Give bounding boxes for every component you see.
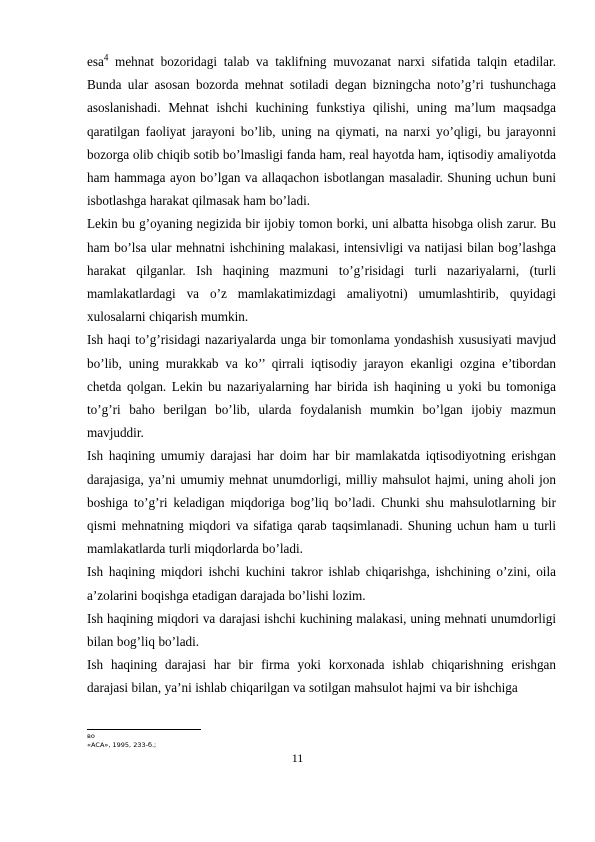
paragraph-1-lead: esa	[87, 54, 104, 69]
paragraph-1-text: mehnat bozoridagi talab va taklifning muvozanat narxi sifatida talqin etadilar. Bunda ular asosan bozorda mehnat sotiladi degan bizningcha noto’g’ri tushunchaga asoslanishadi. Mehnat ishchi kuchining funkstiya qilishi, uning ma’lum maqsadga qaratilgan faoliyat jarayoni bo’lib, uning na qiymati, na narxi yo’qligi, bu jarayonni bozorga olib chiqib sotib bo’lmasligi fanda ham, real hayotda ham, iqtisodiy amaliyotda ham hammaga ayon bo’lgan va allaqachon isbotlangan masaladir. Shuning uchun buni isbotlashga harakat qilmasak ham bo’ladi.	[87, 54, 556, 209]
paragraph-7: Ish haqining darajasi har bir firma yoki korxonada ishlab chiqarishning erishgan darajasi bilan, ya’ni ishlab chiqarilgan va sotilgan mahsulot hajmi va bir ishchiga	[87, 657, 556, 696]
paragraph-2: Lekin bu g’oyaning negizida bir ijobiy tomon borki, uni albatta hisobga olish zarur. Bu ham bo’lsa ular mehnatni ishchining malakasi, intensivligi va natijasi bilan bog’lashga harakat qilganlar. Ish haqining mazmuni to’g’risidagi turli nazariyalarni, (turli mamlakatlardagi va o’z mamlakatimizdagi amaliyotni) umumlashtirib, quyidagi xulosalarni chiqarish mumkin.	[87, 216, 556, 325]
page-body	[87, 50, 556, 700]
paragraph-6: Ish haqining miqdori va darajasi ishchi kuchining malakasi, uning mehnati unumdorligi bilan bog’liq bo’ladi.	[87, 610, 556, 650]
page-number: 11	[291, 751, 304, 765]
paragraph-3: Ish haqi to’g’risidagi nazariyalarda unga bir tomonlama yondashish xususiyati mavjud bo’lib, uning murakkab va ko’’ qirrali iqtisodiy jarayon ekanligi ozgina e’tibordan chetda qolgan. Lekin bu nazariyalarning har birida ish haqining u yoki bu tomoniga to’g’ri baho berilgan bo’lib, ularda foydalanish mumkin bo’lgan ijobiy mazmun mavjuddir.	[87, 332, 556, 441]
paragraph-1	[87, 50, 556, 212]
paragraph-4: Ish haqining umumiy darajasi har doim har bir mamlakatda iqtisodiyotning erishgan darajasiga, ya’ni umumiy mehnat unumdorligi, milliy mahsulot hajmi, uning aholi jon boshiga to’g’ri keladigan miqdoriga bog’liq bo’ladi. Chunki shu mahsulotlarning bir qismi mehnatning miqdori va sifatiga qarab taqsimlanadi. Shuning uchun ham u turli mamlakatlarda turli miqdorlarda bo’ladi.	[87, 448, 556, 557]
footnote-line-1: во	[87, 732, 95, 740]
footnote-divider	[87, 729, 201, 730]
footnote-line-2: «АСА», 1995, 233-б.;	[87, 741, 157, 749]
footnote-reference[interactable]: 4	[103, 52, 109, 63]
paragraph-5: Ish haqining miqdori ishchi kuchini takror ishlab chiqarishga, ishchining o’zini, oila a’zolarini boqishga etadigan darajada bo’lishi lozim.	[87, 564, 556, 603]
